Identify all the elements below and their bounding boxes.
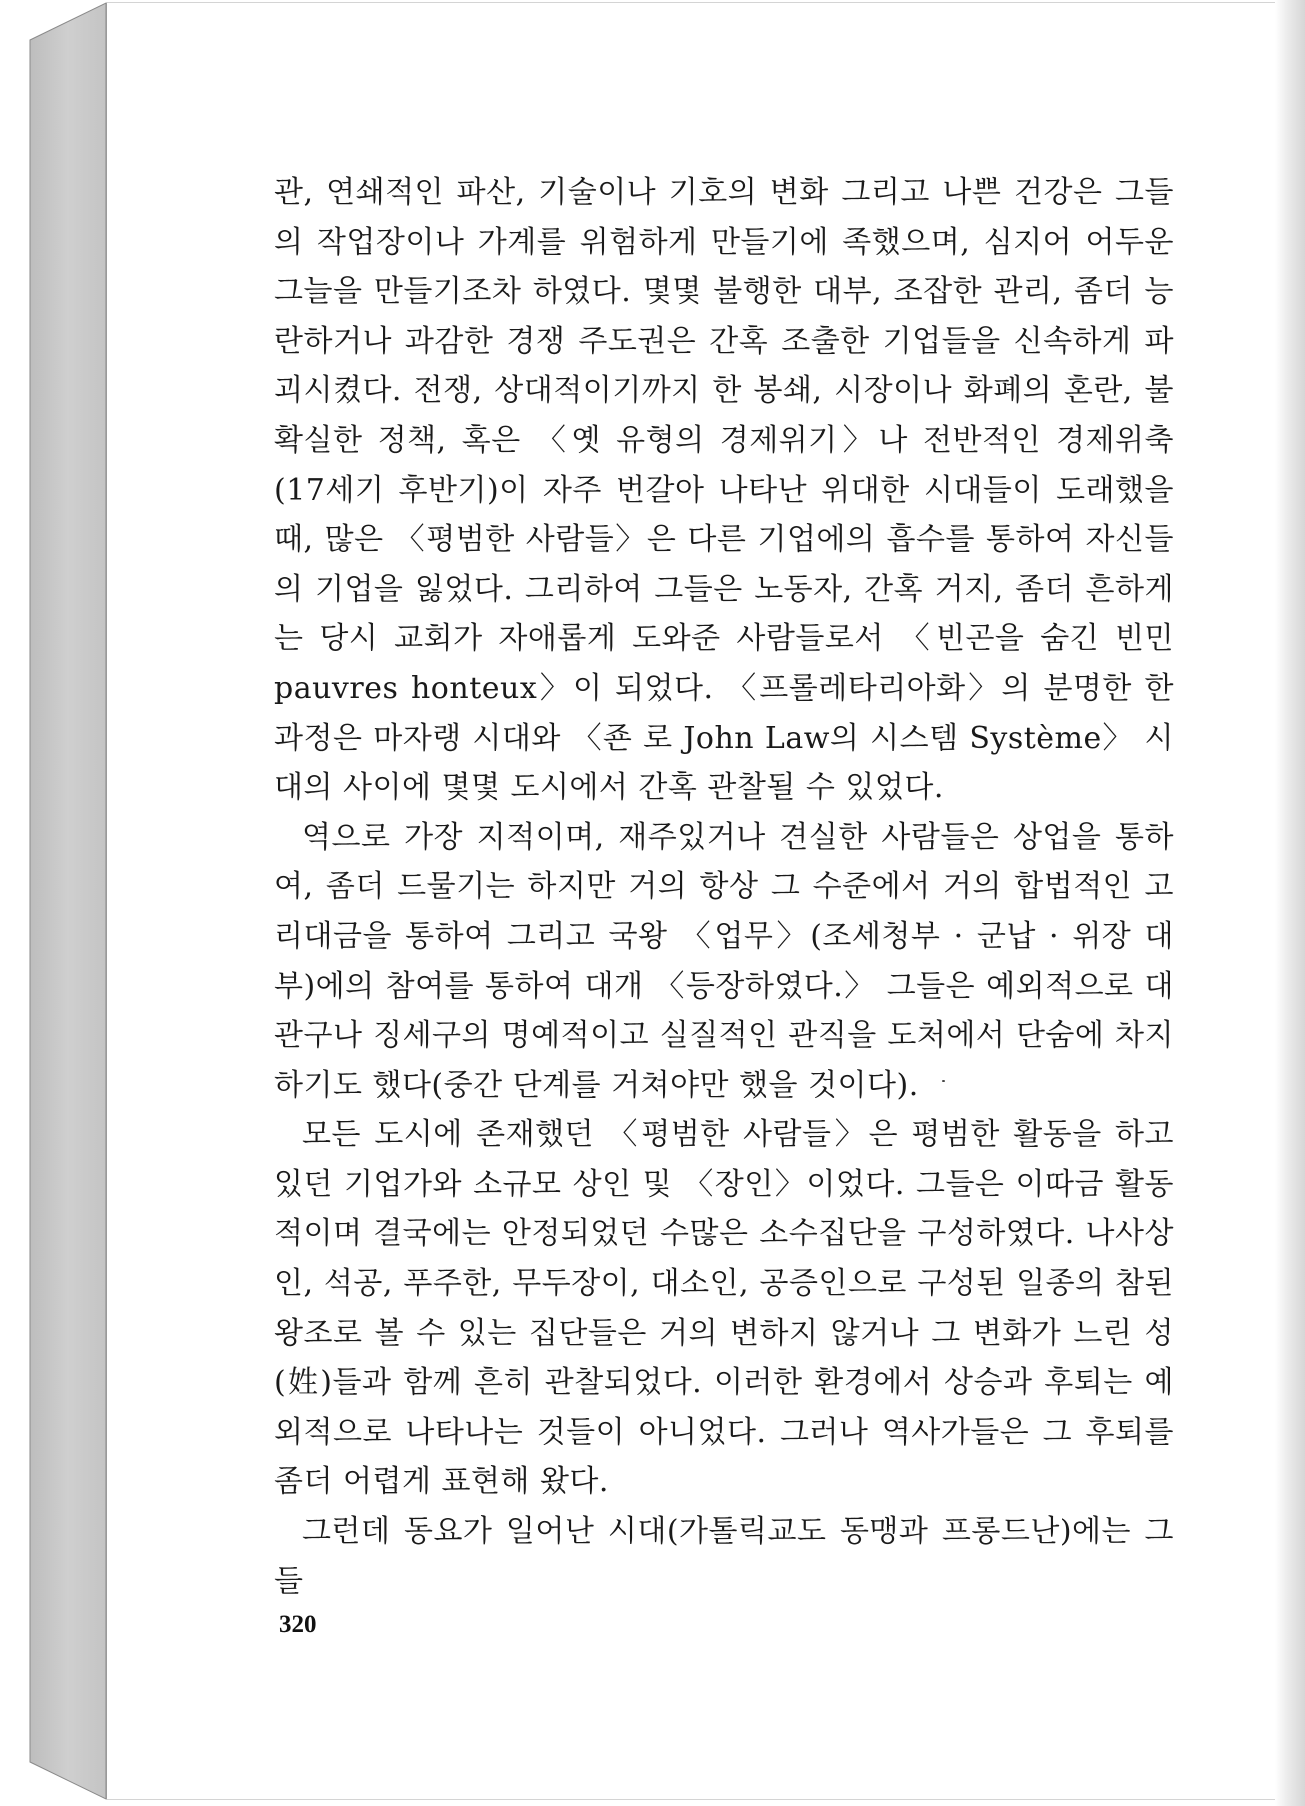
paragraph-4: 그런데 동요가 일어난 시대(가톨릭교도 동맹과 프롱드난)에는 그들 [274, 1514, 1174, 1599]
paragraph-1: 관, 연쇄적인 파산, 기술이나 기호의 변화 그리고 나쁜 건강은 그들의 작업장이나 가계를 위험하게 만들기에 족했으며, 심지어 어두운 그늘을 만들기조차 하였다. 몇몇 불행한 대부, 조잡한 관리, 좀더 능란하거나 과감한 경쟁 주도권은 간혹 조출한 기업들을 신속하게 파괴시켰다. 전쟁, 상대적이기까지 한 봉쇄, 시장이나 화폐의 혼란, 불확실한 정책, 혹은 〈옛 유형의 경제위기〉나 전반적인 경제위축(17세기 후반기)이 자주 번갈아 나타난 위대한 시대들이 도래했을 때, 많은 〈평범한 사람들〉은 다른 기업에의 흡수를 통하여 자신들의 기업을 잃었다. 그리하여 그들은 노동자, 간혹 거지, 좀더 흔하게는 당시 교회가 자애롭게 도와준 사람들로서 〈빈곤을 숨긴 빈민 pauvres honteux〉이 되었다. 〈프롤레타리아화〉의 분명한 한 과정은 마자랭 시대와 〈죤 로 John Law의 시스템 Système〉 시대의 사이에 몇몇 도시에서 간혹 관찰될 수 있었다. [274, 175, 1174, 806]
paragraph-3: 모든 도시에 존재했던 〈평범한 사람들〉은 평범한 활동을 하고 있던 기업가와 소규모 상인 및 〈장인〉이었다. 그들은 이따금 활동적이며 결국에는 안정되었던 수많은 소수집단을 구성하였다. 나사상인, 석공, 푸주한, 무두장이, 대소인, 공증인으로 구성된 일종의 참된 왕조로 볼 수 있는 집단들은 거의 변하지 않거나 그 변화가 느린 성(姓)들과 함께 흔히 관찰되었다. 이러한 환경에서 상승과 후퇴는 예외적으로 나타나는 것들이 아니었다. 그러나 역사가들은 그 후퇴를 좀더 어렵게 표현해 왔다. [274, 1117, 1174, 1500]
page-edge-shadow [1275, 0, 1305, 1806]
paragraph-2: 역으로 가장 지적이며, 재주있거나 견실한 사람들은 상업을 통하여, 좀더 드물기는 하지만 거의 항상 그 수준에서 거의 합법적인 고리대금을 통하여 그리고 국왕 〈업무〉(조세청부 · 군납 · 위장 대부)에의 참여를 통하여 대개 〈등장하였다.〉 그들은 예외적으로 대관구나 징세구의 명예적이고 실질적인 관직을 도처에서 단숨에 차지하기도 했다(중간 단계를 거쳐야만 했을 것이다). [274, 819, 1174, 1103]
page-number: 320 [279, 1611, 317, 1638]
body-text [274, 168, 1174, 1606]
scan-speck [942, 1080, 945, 1082]
